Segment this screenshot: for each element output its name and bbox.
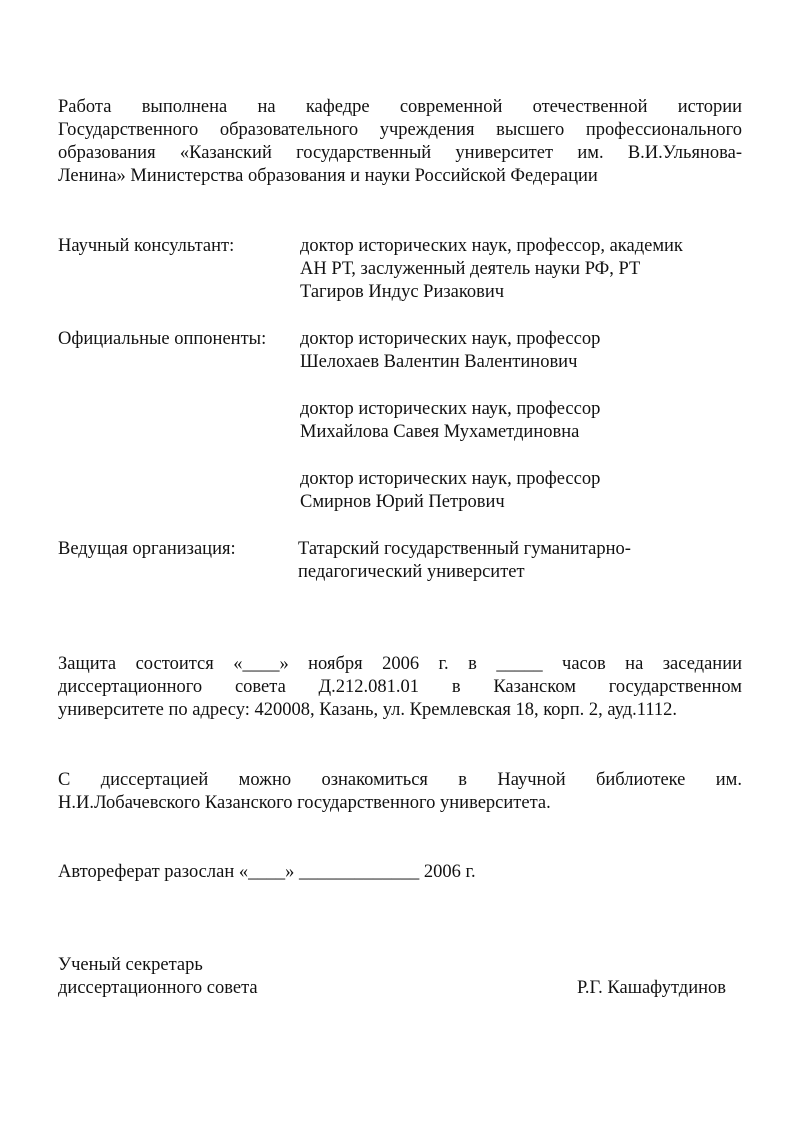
opponent-name: Шелохаев Валентин Валентинович [300,352,578,372]
leading-org-line: Татарский государственный гуманитарно- [298,539,631,559]
intro-line: Работа выполнена на кафедре современной отечественной истории [58,97,742,117]
opponent-entry [300,398,600,444]
intro-paragraph [58,96,742,188]
opponent-name: Михайлова Савея Мухаметдиновна [300,422,580,442]
library-line: С диссертацией можно ознакомиться в Научной библиотеке им. [58,770,742,790]
opponent-degree: доктор исторических наук, профессор [300,469,601,489]
sent-text: Автореферат разослан «____» _____________ 2006 г. [58,862,476,882]
opponent-entry [300,468,600,514]
leading-org-line: педагогический университет [298,562,525,582]
library-paragraph [58,769,742,815]
defense-paragraph [58,653,742,722]
consultant-line: АН РТ, заслуженный деятель науки РФ, РТ [300,259,641,279]
library-line: Н.И.Лобачевского Казанского государственного университета. [58,793,551,813]
consultant-label: Научный консультант: [58,236,235,256]
opponent-name: Смирнов Юрий Петрович [300,492,505,512]
consultant-line: Тагиров Индус Ризакович [300,282,505,302]
sent-line [58,861,742,884]
leading-org-value [298,538,631,584]
defense-line: университете по адресу: 420008, Казань, ул. Кремлевская 18, корп. 2, ауд.1112. [58,700,678,720]
intro-line: Государственного образовательного учреждения высшего профессионального [58,120,742,140]
opponent-degree: доктор исторических наук, профессор [300,399,601,419]
opponents-label: Официальные оппоненты: [58,329,267,349]
leading-org-label: Ведущая организация: [58,539,236,559]
secretary-council: диссертационного совета [58,978,258,998]
secretary-name: Р.Г. Кашафутдинов [576,978,726,998]
intro-line: образования «Казанский государственный университет им. В.И.Ульянова- [58,143,742,163]
intro-line: Ленина» Министерства образования и науки Российской Федерации [58,166,598,186]
secretary-block [58,954,742,1000]
consultant-line: доктор исторических наук, профессор, академик [300,236,683,256]
secretary-title: Ученый секретарь [58,955,203,975]
consultant-value [300,235,683,304]
opponent-degree: доктор исторических наук, профессор [300,329,601,349]
defense-line: Защита состоится «____» ноября 2006 г. в _____ часов на заседании [58,654,742,674]
opponent-entry [300,328,600,374]
defense-line: диссертационного совета Д.212.081.01 в Казанском государственном [58,677,742,697]
